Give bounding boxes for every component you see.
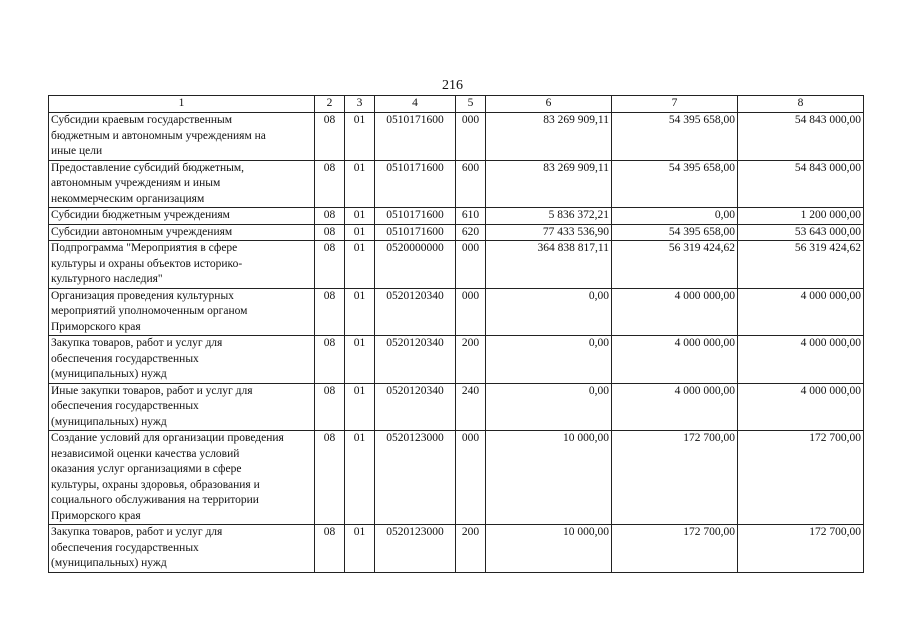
amount-col8: 4 000 000,00 xyxy=(738,336,864,384)
amount-col8: 53 643 000,00 xyxy=(738,224,864,241)
table-row xyxy=(49,241,864,289)
amount-col6: 5 836 372,21 xyxy=(486,208,612,225)
item-name-line: культуры, охраны здоровья, образования и xyxy=(51,478,260,491)
amount-col7: 172 700,00 xyxy=(612,431,738,525)
item-name-line: Закупка товаров, работ и услуг для xyxy=(51,526,223,538)
item-name-line: Приморского края xyxy=(51,509,141,522)
amount-col6: 83 269 909,11 xyxy=(486,160,612,208)
subsection-code: 01 xyxy=(345,113,375,161)
amount-col6: 364 838 817,11 xyxy=(486,241,612,289)
section-code: 08 xyxy=(315,113,345,161)
expense-type-code: 200 xyxy=(456,525,486,573)
item-name-cell xyxy=(49,208,315,225)
table-row xyxy=(49,113,864,161)
column-header: 3 xyxy=(345,96,375,113)
item-name-line: социального обслуживания на территории xyxy=(51,494,259,506)
target-article-code: 0520123000 xyxy=(375,431,456,525)
expense-type-code: 000 xyxy=(456,241,486,289)
item-name-cell xyxy=(49,160,315,208)
expense-type-code: 240 xyxy=(456,383,486,431)
table-row xyxy=(49,383,864,431)
item-name-cell xyxy=(49,525,315,573)
item-name-line: мероприятий уполномоченным органом xyxy=(51,305,248,317)
item-name-line: Предоставление субсидий бюджетным, xyxy=(51,161,245,174)
amount-col6: 0,00 xyxy=(486,383,612,431)
column-header: 6 xyxy=(486,96,612,113)
subsection-code: 01 xyxy=(345,336,375,384)
item-name-line: оказания услуг организациями в сфере xyxy=(51,463,242,475)
target-article-code: 0510171600 xyxy=(375,113,456,161)
target-article-code: 0510171600 xyxy=(375,208,456,225)
amount-col7: 4 000 000,00 xyxy=(612,288,738,336)
section-code: 08 xyxy=(315,160,345,208)
item-name-line: (муниципальных) нужд xyxy=(51,557,167,569)
target-article-code: 0520123000 xyxy=(375,525,456,573)
item-name-line: (муниципальных) нужд xyxy=(51,415,167,428)
item-name-line: Субсидии автономным учреждениям xyxy=(51,225,233,238)
section-code: 08 xyxy=(315,241,345,289)
item-name-line: обеспечения государственных xyxy=(51,352,199,365)
column-header: 4 xyxy=(375,96,456,113)
table-row xyxy=(49,525,864,573)
section-code: 08 xyxy=(315,431,345,525)
amount-col7: 172 700,00 xyxy=(612,525,738,573)
target-article-code: 0520120340 xyxy=(375,336,456,384)
amount-col6: 0,00 xyxy=(486,336,612,384)
item-name-line: некоммерческим организациям xyxy=(51,192,205,205)
item-name-cell xyxy=(49,241,315,289)
target-article-code: 0520120340 xyxy=(375,288,456,336)
subsection-code: 01 xyxy=(345,525,375,573)
item-name-cell xyxy=(49,383,315,431)
item-name-line: Приморского края xyxy=(51,320,141,333)
amount-col8: 56 319 424,62 xyxy=(738,241,864,289)
item-name-cell xyxy=(49,113,315,161)
amount-col7: 54 395 658,00 xyxy=(612,224,738,241)
item-name-cell xyxy=(49,336,315,384)
table-row xyxy=(49,431,864,525)
subsection-code: 01 xyxy=(345,160,375,208)
expense-type-code: 600 xyxy=(456,160,486,208)
column-header: 1 xyxy=(49,96,315,113)
amount-col8: 1 200 000,00 xyxy=(738,208,864,225)
amount-col8: 4 000 000,00 xyxy=(738,288,864,336)
subsection-code: 01 xyxy=(345,431,375,525)
section-code: 08 xyxy=(315,383,345,431)
amount-col7: 54 395 658,00 xyxy=(612,113,738,161)
item-name-line: Подпрограмма "Мероприятия в сфере xyxy=(51,242,238,254)
table-row xyxy=(49,160,864,208)
amount-col7: 56 319 424,62 xyxy=(612,241,738,289)
subsection-code: 01 xyxy=(345,288,375,336)
item-name-line: Иные закупки товаров, работ и услуг для xyxy=(51,384,253,397)
amount-col7: 54 395 658,00 xyxy=(612,160,738,208)
section-code: 08 xyxy=(315,288,345,336)
column-header: 5 xyxy=(456,96,486,113)
item-name-line: бюджетным и автономным учреждениям на xyxy=(51,129,266,142)
column-header: 2 xyxy=(315,96,345,113)
amount-col8: 172 700,00 xyxy=(738,431,864,525)
subsection-code: 01 xyxy=(345,241,375,289)
column-header: 7 xyxy=(612,96,738,113)
subsection-code: 01 xyxy=(345,208,375,225)
amount-col7: 4 000 000,00 xyxy=(612,336,738,384)
column-header: 8 xyxy=(738,96,864,113)
item-name-line: обеспечения государственных xyxy=(51,541,199,554)
page-number: 216 xyxy=(442,78,463,93)
expense-type-code: 000 xyxy=(456,431,486,525)
expense-type-code: 000 xyxy=(456,288,486,336)
amount-col7: 0,00 xyxy=(612,208,738,225)
budget-table xyxy=(48,95,864,573)
table-row xyxy=(49,224,864,241)
item-name-line: (муниципальных) нужд xyxy=(51,368,167,380)
section-code: 08 xyxy=(315,224,345,241)
item-name-cell xyxy=(49,431,315,525)
item-name-line: автономным учреждениям и иным xyxy=(51,177,221,189)
expense-type-code: 200 xyxy=(456,336,486,384)
section-code: 08 xyxy=(315,525,345,573)
amount-col8: 172 700,00 xyxy=(738,525,864,573)
item-name-line: иные цели xyxy=(51,145,103,157)
amount-col8: 4 000 000,00 xyxy=(738,383,864,431)
amount-col7: 4 000 000,00 xyxy=(612,383,738,431)
table-row xyxy=(49,208,864,225)
section-code: 08 xyxy=(315,336,345,384)
target-article-code: 0510171600 xyxy=(375,160,456,208)
amount-col6: 10 000,00 xyxy=(486,431,612,525)
item-name-cell xyxy=(49,224,315,241)
table-row xyxy=(49,336,864,384)
item-name-line: культуры и охраны объектов историко- xyxy=(51,257,243,270)
section-code: 08 xyxy=(315,208,345,225)
item-name-line: Создание условий для организации проведения xyxy=(51,432,284,444)
amount-col8: 54 843 000,00 xyxy=(738,160,864,208)
table-row xyxy=(49,288,864,336)
amount-col8: 54 843 000,00 xyxy=(738,113,864,161)
item-name-line: обеспечения государственных xyxy=(51,400,199,412)
item-name-line: культурного наследия" xyxy=(51,273,163,285)
subsection-code: 01 xyxy=(345,224,375,241)
item-name-line: Субсидии бюджетным учреждениям xyxy=(51,209,230,221)
amount-col6: 10 000,00 xyxy=(486,525,612,573)
item-name-cell xyxy=(49,288,315,336)
item-name-line: независимой оценки качества условий xyxy=(51,447,240,460)
item-name-line: Закупка товаров, работ и услуг для xyxy=(51,337,223,349)
target-article-code: 0510171600 xyxy=(375,224,456,241)
subsection-code: 01 xyxy=(345,383,375,431)
target-article-code: 0520000000 xyxy=(375,241,456,289)
expense-type-code: 000 xyxy=(456,113,486,161)
item-name-line: Организация проведения культурных xyxy=(51,289,234,302)
target-article-code: 0520120340 xyxy=(375,383,456,431)
amount-col6: 77 433 536,90 xyxy=(486,224,612,241)
amount-col6: 83 269 909,11 xyxy=(486,113,612,161)
expense-type-code: 620 xyxy=(456,224,486,241)
table-header-row xyxy=(49,96,864,113)
item-name-line: Субсидии краевым государственным xyxy=(51,114,233,126)
expense-type-code: 610 xyxy=(456,208,486,225)
amount-col6: 0,00 xyxy=(486,288,612,336)
